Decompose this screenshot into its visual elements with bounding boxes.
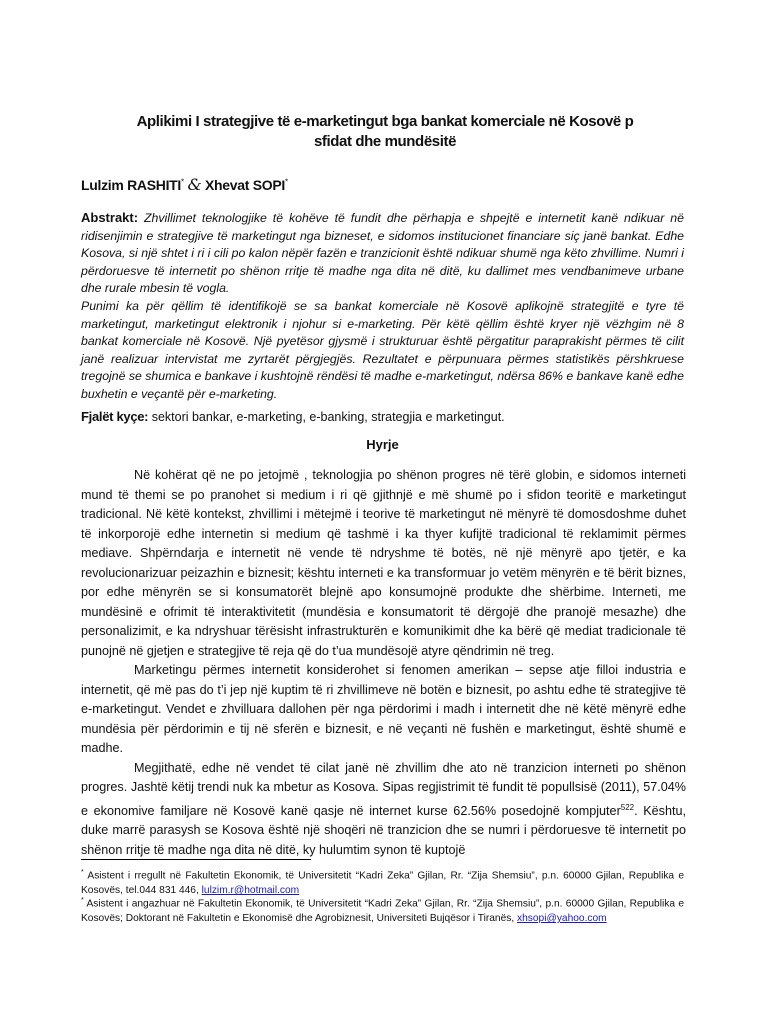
body-text	[81, 466, 686, 860]
body-paragraph-3-b: . Kështu, duke marrë parasysh se Kosova është një shoqëri në tranzicion dhe se numri i përdoruesve të internetit po shënon rritje të madhe nga dita në ditë, ky hulumtim synon të kuptojë	[81, 803, 686, 857]
footnote-2-text: Asistent i angazhuar në Fakultetin Ekonomik, të Universitetit “Kadri Zeka” Gjilan, Rr. “Zija Shemsiu”, p.n. 60000 Gjilan, Republika e Kosovës; Doktorant në Fakultetin e Ekonomisë dhe Agrobiznesit, Universiteti Bujqësor i Tiranës,	[81, 898, 684, 924]
author-line	[81, 175, 288, 194]
title-line-2: sfidat dhe mundësitë	[313, 133, 457, 150]
keywords	[81, 409, 505, 424]
author-1-mark: *	[181, 177, 184, 187]
footnote-2-mark: *	[81, 897, 84, 904]
abstract-paragraph-1	[81, 209, 684, 298]
footnote-1-text: Asistent i rregullt në Fakultetin Ekonomik, të Universitetit “Kadri Zeka” Gjilan, Rr. “Zija Shemsiu”, p.n. 60000 Gjilan, Republika e Kosovës, tel.044 831 446,	[81, 870, 684, 896]
author-1: Lulzim RASHITI	[81, 177, 182, 193]
section-heading: Hyrje	[366, 437, 399, 452]
footnote-divider	[81, 859, 311, 860]
body-paragraph-2: Marketingu përmes internetit konsiderohet si fenomen amerikan – sepse atje filloi industria e internetit, që më pas do t’i jep një kuptim të ri zhvillimeve në botën e biznesit, po ashtu edhe të strategjive të e-marketingut. Vendet e zhvilluara dallohen për nga përdorimi i madh i internetit dhe në këtë mënyrë edhe mundësia për përdorimin e tij në sferën e biznesit, e në veçanti në fushën e marketingut, është shumë e madhe.	[81, 663, 686, 755]
ampersand: &	[187, 175, 202, 194]
footnote-2-email-link[interactable]: xhsopi@yahoo.com	[517, 912, 607, 924]
body-paragraph-1: Në kohërat që ne po jetojmë , teknologjia po shënon progres në tërë globin, e sidomos interneti mund të themi se po pranohet si medium i ri që gjithnjë e më shumë po i sfidon teoritë e marketingut tradicional. Në këtë kontekst, zhvillimi i mëtejmë i teorive të marketingut në mënyrë të domosdoshme duhet të inkorporojë edhe internetin si medium që tashmë i ka thyer kufijtë tradicional të reklamimit përmes mediave. Shpërndarja e internetit në vende të ndryshme të botës, në një mënyrë apo tjetër, e ka revolucionarizuar peizazhin e biznesit; kështu interneti e ka transformuar jo vetëm mënyrën e të bërit biznes, por edhe mënyrën se si konsumatorët blejnë apo konsumojnë produkte dhe shërbime. Interneti, me mundësinë e ofrimit të interaktivitetit (mundësia e konsumatorit të dërgojë dhe pranojë mesazhe) dhe personalizimit, e ka ndryshuar tërësisht infrastrukturën e komunikimit dhe ka bërë që mediat tradicionale të punojnë në gjetjen e strategjive të reja që do t’ua mundësojë atyre qëndrimin në treg.	[81, 468, 686, 658]
footnote-1-email-link[interactable]: lulzim.r@hotmail.com	[201, 884, 300, 896]
footnote-1-mark: *	[81, 869, 84, 876]
author-2-mark: *	[284, 177, 288, 187]
author-2: Xhevat SOPI	[205, 177, 285, 193]
abstract-paragraph-2: Punimi ka për qëllim të identifikojë se sa bankat komerciale në Kosovë aplikojnë strategjitë e tyre të marketingut, marketingut elektronik i njohur si e-marketing. Për këtë qëllim është kryer një vëzhgim në 8 bankat komerciale në Kosovë. Një pyetësor gjysmë i strukturuar është përgatitur paraprakisht përmes të cilit janë realizuar intervistat me zyrtarët përgjegjës. Rezultatet e përpunuara përmes statistikës përshkruese tregojnë se shumica e bankave i kushtojnë rëndësi të madhe e-marketingut, ndërsa 86% e bankave kanë edhe buxhetin e veçantë për e-marketing.	[81, 298, 684, 401]
paper-title	[75, 112, 695, 152]
title-line-1: Aplikimi I strategjive të e-marketingut bga bankat komerciale në Kosovë p	[136, 113, 634, 130]
abstract	[81, 209, 684, 404]
footnote-ref: 522	[620, 802, 635, 812]
keywords-text: sektori bankar, e-marketing, e-banking, strategjia e marketingut.	[148, 410, 505, 424]
abstract-label: Abstrakt:	[81, 210, 139, 225]
footnote-2	[81, 894, 684, 927]
body-paragraph-3-a: Megjithatë, edhe në vendet të cilat janë në zhvillim dhe ato në tranzicion interneti po shënon progres. Jashtë këtij trendi nuk ka mbetur as Kosova. Sipas regjistrimit të fundit të popullsisë (2011), 57.04% e ekonomive familjare në Kosovë kanë qasje në internet kurse 62.56% posedojnë kompjuter	[81, 760, 686, 818]
body-paragraph-3	[81, 759, 686, 861]
abstract-text-1: Zhvillimet teknologjike të kohëve të fundit dhe përhapja e shpejtë e internetit kanë ndikuar në ridisenjimin e strategjive të marketingut nga bizneset, e sidomos institucionet financiare siç janë bankat. Edhe Kosova, si një shtet i ri i cili po kalon nëpër fazën e tranzicionit është ndikuar shumë nga këto zhvillime. Numri i përdoruesve të internetit po shënon rritje të madhe nga dita në ditë, ku dallimet mes vendbanimeve urbane dhe rurale mbesin të vogla.	[81, 211, 684, 296]
keywords-label: Fjalët kyçe:	[81, 409, 149, 424]
